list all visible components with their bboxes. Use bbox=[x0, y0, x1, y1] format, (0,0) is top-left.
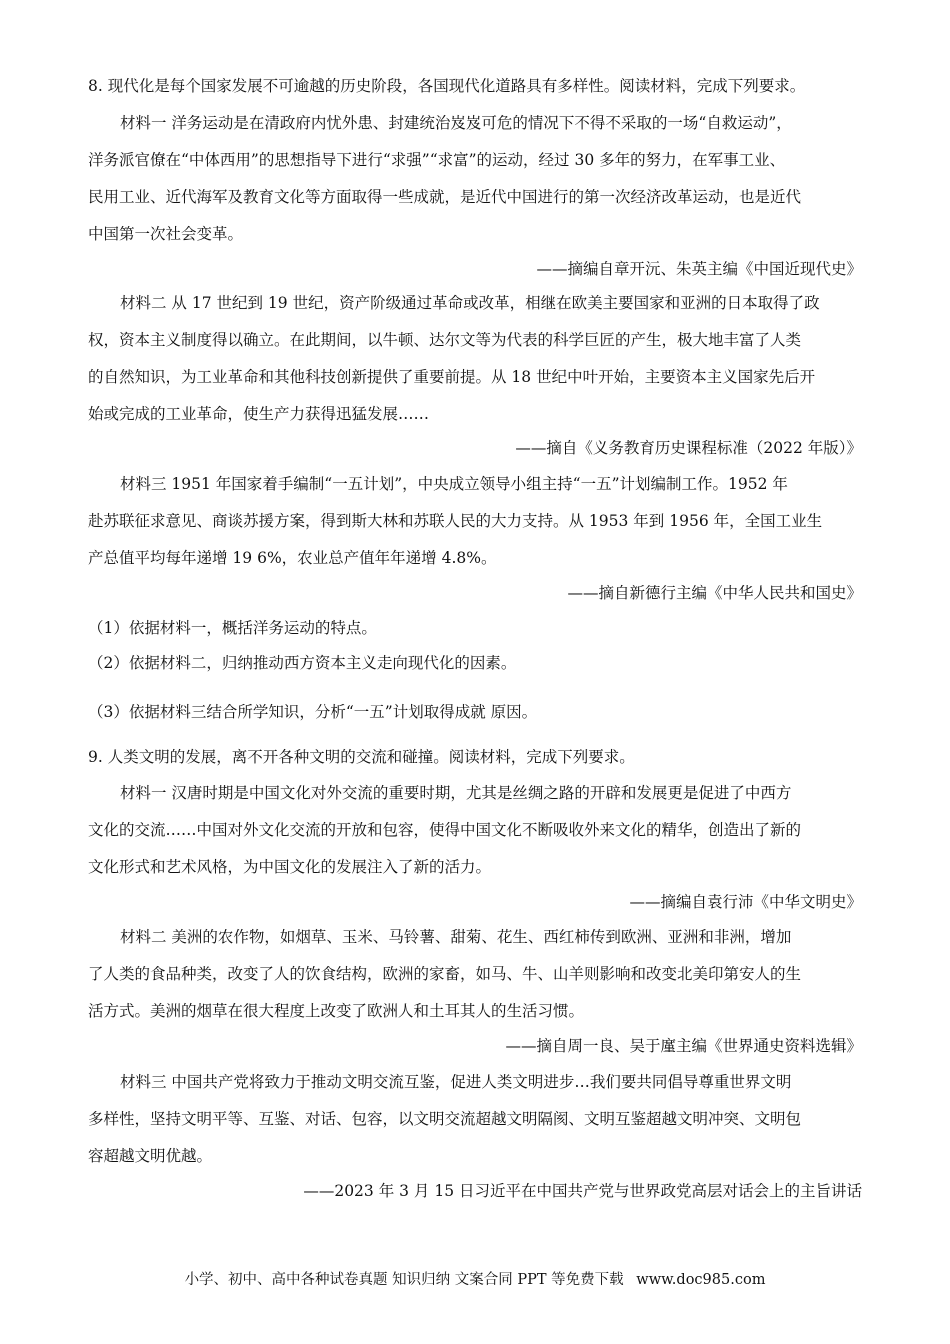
q9-material3-source: ——2023 年 3 月 15 日习近平在中国共产党与世界政党高层对话会上的主旨讲话 bbox=[303, 1182, 862, 1200]
q8-material3-source: ——摘自新德行主编《中华人民共和国史》 bbox=[567, 584, 862, 602]
q8-material1-line: 洋务派官僚在“中体西用”的思想指导下进行“求强”“求富”的运动，经过 30 多年的努力，在军事工业、 bbox=[88, 151, 786, 169]
q8-stem: 8. 现代化是每个国家发展不可逾越的历史阶段，各国现代化道路具有多样性。阅读材料，完成下列要求。 bbox=[88, 77, 806, 95]
q9-material3-line: 容超越文明优越。 bbox=[88, 1147, 213, 1165]
q9-material2-source: ——摘自周一良、吴于廑主编《世界通史资料选辑》 bbox=[505, 1037, 862, 1055]
q8-question-3: （3）依据材料三结合所学知识，分析“一五”计划取得成就 原因。 bbox=[88, 703, 538, 721]
q8-material1-line: 中国第一次社会变革。 bbox=[88, 225, 244, 243]
q8-material2-line: 材料二 从 17 世纪到 19 世纪，资产阶级通过革命或改革，相继在欧美主要国家和亚洲的日本取得了政 bbox=[120, 294, 820, 312]
footer-link[interactable]: www.doc985.com bbox=[636, 1272, 766, 1288]
q8-material3-line: 产总值平均每年递增 19 6%，农业总产值年年递增 4.8%。 bbox=[88, 549, 497, 567]
q9-material3-line: 材料三 中国共产党将致力于推动文明交流互鉴，促进人类文明进步…我们要共同倡导尊重世界文明 bbox=[120, 1073, 792, 1091]
q8-material2-source: ——摘自《义务教育历史课程标准（2022 年版）》 bbox=[515, 439, 862, 457]
q8-material3-line: 材料三 1951 年国家着手编制“一五计划”，中央成立领导小组主持“一五”计划编制工作。1952 年 bbox=[120, 475, 788, 493]
q8-material1-source: ——摘编自章开沅、朱英主编《中国近现代史》 bbox=[536, 260, 862, 278]
q9-material2-line: 了人类的食品种类，改变了人的饮食结构，欧洲的家畜，如马、牛、山羊则影响和改变北美印第安人的生 bbox=[88, 965, 802, 983]
q9-stem: 9. 人类文明的发展，离不开各种文明的交流和碰撞。阅读材料，完成下列要求。 bbox=[88, 748, 635, 766]
q9-material2-line: 活方式。美洲的烟草在很大程度上改变了欧洲人和土耳其人的生活习惯。 bbox=[88, 1002, 585, 1020]
q8-material2-line: 权，资本主义制度得以确立。在此期间，以牛顿、达尔文等为代表的科学巨匠的产生，极大地丰富了人类 bbox=[88, 331, 802, 349]
page-footer bbox=[0, 1268, 950, 1289]
q8-question-2: （2）依据材料二，归纳推动西方资本主义走向现代化的因素。 bbox=[88, 654, 517, 672]
q8-material1-line: 材料一 洋务运动是在清政府内忧外患、封建统治岌岌可危的情况下不得不采取的一场“自救运动”， bbox=[120, 114, 792, 132]
q9-material1-line: 材料一 汉唐时期是中国文化对外交流的重要时期，尤其是丝绸之路的开辟和发展更是促进了中西方 bbox=[120, 784, 792, 802]
q9-material1-source: ——摘编自袁行沛《中华文明史》 bbox=[629, 893, 862, 911]
q9-material2-line: 材料二 美洲的农作物，如烟草、玉米、马铃薯、甜菊、花生、西红柿传到欧洲、亚洲和非洲，增加 bbox=[120, 928, 792, 946]
footer-text: 小学、初中、高中各种试卷真题 知识归纳 文案合同 PPT 等免费下载 bbox=[184, 1272, 624, 1288]
q8-material2-line: 的自然知识，为工业革命和其他科技创新提供了重要前提。从 18 世纪中叶开始，主要资本主义国家先后开 bbox=[88, 368, 816, 386]
q9-material1-line: 文化的交流……中国对外文化交流的开放和包容，使得中国文化不断吸收外来文化的精华，创造出了新的 bbox=[88, 821, 802, 839]
q8-question-1: （1）依据材料一，概括洋务运动的特点。 bbox=[88, 619, 377, 637]
q8-material1-line: 民用工业、近代海军及教育文化等方面取得一些成就，是近代中国进行的第一次经济改革运动，也是近代 bbox=[88, 188, 802, 206]
q9-material3-line: 多样性，坚持文明平等、互鉴、对话、包容，以文明交流超越文明隔阂、文明互鉴超越文明冲突、文明包 bbox=[88, 1110, 802, 1128]
q8-material3-line: 赴苏联征求意见、商谈苏援方案，得到斯大林和苏联人民的大力支持。从 1953 年到 1956 年，全国工业生 bbox=[88, 512, 823, 530]
q9-material1-line: 文化形式和艺术风格，为中国文化的发展注入了新的活力。 bbox=[88, 858, 492, 876]
q8-material2-line: 始或完成的工业革命，使生产力获得迅猛发展…… bbox=[88, 405, 430, 423]
